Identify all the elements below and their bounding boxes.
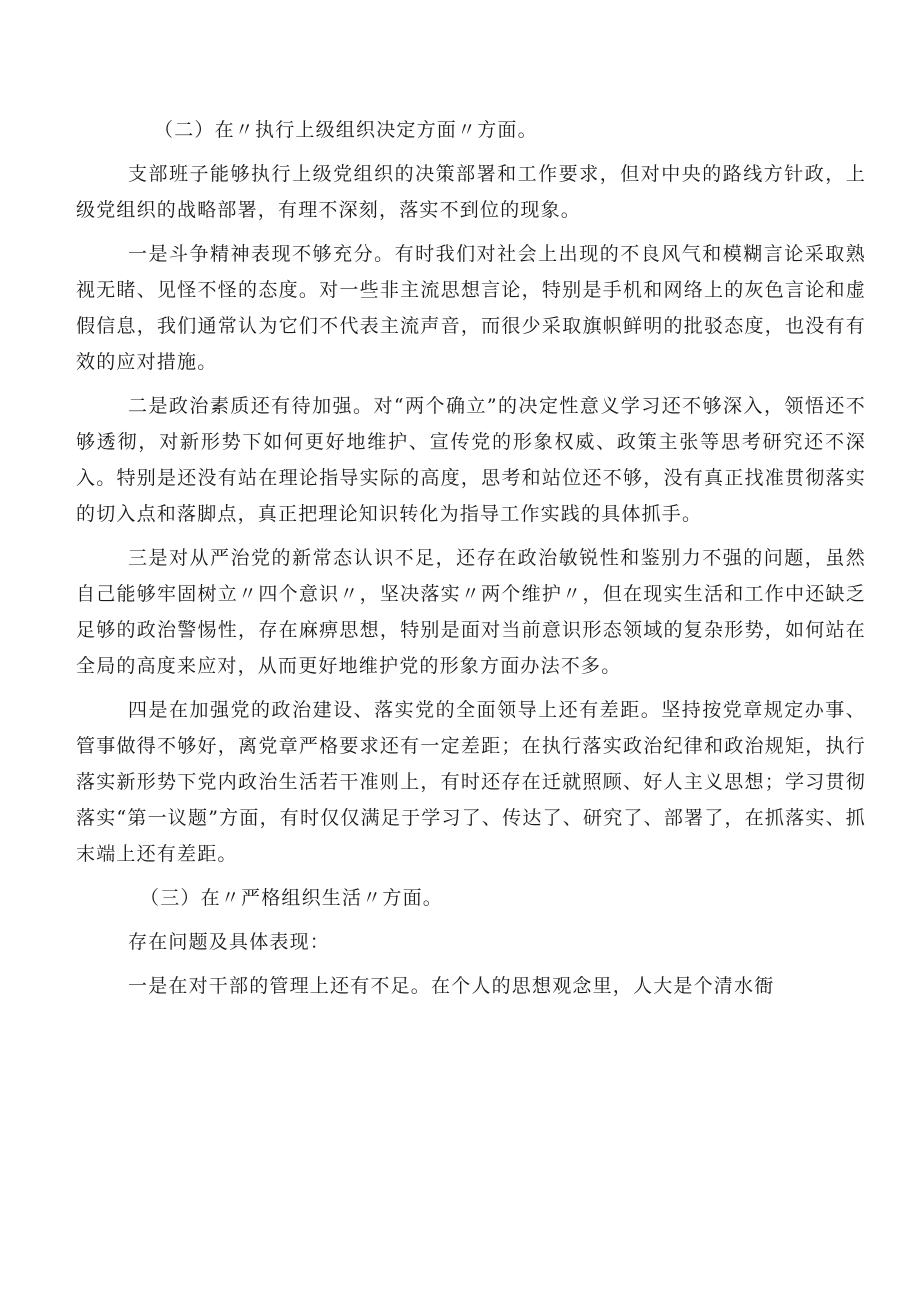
section-heading-3: （三）在〃严格组织生活〃方面。 [140,887,444,909]
paragraph-item-5: 一是在对干部的管理上还有不足。在个人的思想观念里，人大是个清水衙 [128,975,775,997]
paragraph-item-3: 三是对从严治党的新常态认识不足，还存在政治敏锐性和鉴别力不强的问题，虽然自己能够牢固树立〃四个意识〃，坚决落实〃两个维护〃，但在现实生活和工作中还缺乏足够的政治警惕性，存在麻痹思想，特别是面对当前意识形态领域的复杂形势，如何站在全局的高度来应对，从而更好地维护党的形象方面办法不多。 [76,547,866,677]
paragraph-item-1: 一是斗争精神表现不够充分。有时我们对社会上出现的不良风气和模糊言论采取熟视无睹、见怪不怪的态度。对一些非主流思想言论，特别是手机和网络上的灰色言论和虚假信息，我们通常认为它们不代表主流声音，而很少采取旗帜鲜明的批驳态度，也没有有效的应对措施。 [76,243,866,373]
paragraph-branch-support: 支部班子能够执行上级党组织的决策部署和工作要求，但对中央的路线方针政，上级党组织的战略部署，有理不深刻，落实不到位的现象。 [76,163,866,221]
paragraph-item-2: 二是政治素质还有待加强。对“两个确立”的决定性意义学习还不够深入，领悟还不够透彻，对新形势下如何更好地维护、宣传党的形象权威、政策主张等思考研究还不深入。特别是还没有站在理论指导实际的高度，思考和站位还不够，没有真正找准贯彻落实的切入点和落脚点，真正把理论知识转化为指导工作实践的具体抓手。 [76,395,866,525]
document-body [76,112,866,1004]
paragraph-item-4: 四是在加强党的政治建设、落实党的全面领导上还有差距。坚持按党章规定办事、管事做得不够好，离党章严格要求还有一定差距；在执行落实政治纪律和政治规矩，执行落实新形势下党内政治生活若干准则上，有时还存在迁就照顾、好人主义思想；学习贯彻落实“第一议题”方面，有时仅仅满足于学习了、传达了、研究了、部署了，在抓落实、抓末端上还有差距。 [76,699,866,865]
paragraph-problems-intro: 存在问题及具体表现： [128,931,331,953]
section-heading-2: （二）在〃执行上级组织决定方面〃方面。 [154,119,538,141]
